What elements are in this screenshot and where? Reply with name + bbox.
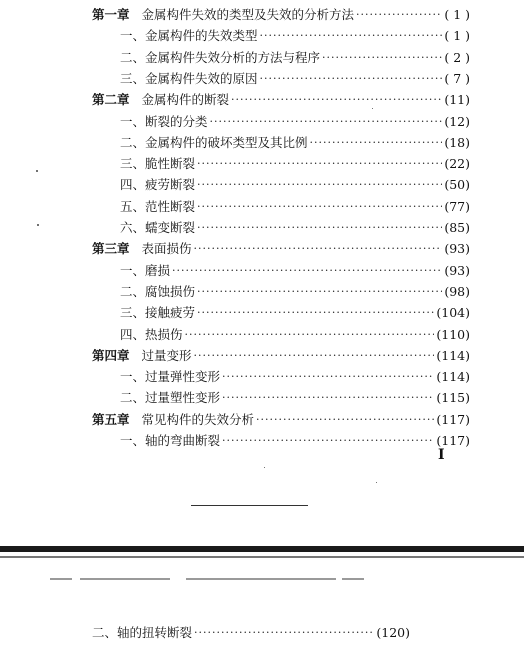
chapter-label: 第四章 xyxy=(92,347,130,363)
chapter-label: 第一章 xyxy=(92,7,130,22)
toc-section-entry xyxy=(120,27,470,45)
toc-section-entry xyxy=(120,219,470,237)
scan-speck xyxy=(36,170,38,172)
toc-section-entry xyxy=(120,432,470,450)
toc-entry-page: ( 1 ) xyxy=(444,28,470,44)
dot-leader xyxy=(172,262,442,280)
toc-entry-page: (104) xyxy=(436,305,470,321)
toc-section-entry xyxy=(120,262,470,280)
dot-leader xyxy=(260,27,443,45)
toc-section-entry xyxy=(120,368,470,386)
toc-entry-title: 四、疲劳断裂 xyxy=(120,177,196,193)
toc-section-entry xyxy=(120,198,470,216)
toc-entry-title: 三、接触疲劳 xyxy=(120,305,196,321)
dot-leader xyxy=(222,368,434,386)
page-numeral: I xyxy=(438,447,445,463)
dot-leader xyxy=(197,304,434,322)
bleed-through-mark xyxy=(342,578,364,580)
toc-entry-title: 三、脆性断裂 xyxy=(120,156,196,172)
toc-entry-page: (114) xyxy=(436,369,470,385)
dot-leader xyxy=(197,176,442,194)
dot-leader xyxy=(310,134,443,152)
chapter-label: 第五章 xyxy=(92,411,130,427)
toc-entry-title: 金属构件失效的类型及失效的分析方法 xyxy=(141,7,355,22)
toc-entry-page: (18) xyxy=(444,134,470,150)
bleed-through-mark xyxy=(80,578,170,580)
dot-leader xyxy=(222,432,434,450)
chapter-label: 第三章 xyxy=(92,241,130,257)
toc-entry-title: 一、金属构件的失效类型 xyxy=(120,28,258,44)
dot-leader xyxy=(194,240,443,258)
toc-entry-page: (77) xyxy=(444,198,470,214)
dot-leader xyxy=(197,155,442,173)
dot-leader xyxy=(194,347,435,365)
toc-chapter-heading xyxy=(92,6,470,24)
toc-section-entry xyxy=(120,134,470,152)
toc-entry-page: (117) xyxy=(436,411,470,427)
toc-entry-title: 二、金属构件的破坏类型及其比例 xyxy=(120,134,308,150)
toc-section-entry xyxy=(120,155,470,173)
toc-section-entry xyxy=(120,304,470,322)
scan-speck xyxy=(37,224,39,226)
toc-section-entry xyxy=(120,326,470,344)
toc-entry-title: 过量变形 xyxy=(141,347,192,363)
dot-leader xyxy=(322,49,442,67)
toc-section-entry xyxy=(120,49,470,67)
dot-leader xyxy=(185,326,435,344)
toc-entry-title: 二、腐蚀损伤 xyxy=(120,283,196,299)
toc-entry-page: (22) xyxy=(444,156,470,172)
toc-entry-title: 二、金属构件失效分析的方法与程序 xyxy=(120,49,321,65)
dot-leader xyxy=(222,389,434,407)
toc-entry-title: 三、金属构件失效的原因 xyxy=(120,70,258,86)
toc-section-entry xyxy=(120,389,470,407)
toc-chapter-heading xyxy=(92,91,470,109)
toc-entry-page: (98) xyxy=(444,283,470,299)
dot-leader xyxy=(197,283,442,301)
dot-leader xyxy=(197,198,442,216)
toc-entry-page: (12) xyxy=(444,113,470,129)
toc-entry-title: 一、过量弹性变形 xyxy=(120,369,221,385)
bleed-through-mark xyxy=(50,578,72,580)
toc-entry-title: 一、磨损 xyxy=(120,262,171,278)
toc-chapter-heading xyxy=(92,347,470,365)
dot-leader xyxy=(194,624,374,642)
toc-entry-title: 二、过量塑性变形 xyxy=(120,390,221,406)
scan-speck xyxy=(264,467,265,468)
dot-leader xyxy=(356,6,442,24)
toc-section-entry xyxy=(120,176,470,194)
toc-entry-next-page xyxy=(92,624,410,642)
toc-entry-page: (50) xyxy=(444,177,470,193)
toc-entry-title: 一、断裂的分类 xyxy=(120,113,208,129)
toc-entry-page: (93) xyxy=(444,262,470,278)
toc-entry-title: 一、轴的弯曲断裂 xyxy=(120,433,221,448)
toc-entry-title: 六、蠕变断裂 xyxy=(120,220,196,235)
toc-entry-page: (93) xyxy=(444,241,470,257)
scan-speck xyxy=(376,482,377,483)
scan-speck xyxy=(372,108,373,109)
toc-chapter-heading xyxy=(92,411,470,429)
page-break-line xyxy=(0,556,524,558)
toc-section-entry xyxy=(120,283,470,301)
toc-entry-title: 常见构件的失效分析 xyxy=(141,411,255,427)
toc-entry-title: 表面损伤 xyxy=(141,241,192,257)
toc-entry-page: (120) xyxy=(376,625,410,640)
dot-leader xyxy=(231,91,442,109)
dot-leader xyxy=(260,70,443,88)
dot-leader xyxy=(210,113,443,131)
toc-entry-title: 四、热损伤 xyxy=(120,326,183,342)
chapter-label: 第二章 xyxy=(92,92,130,108)
toc-entry-page: ( 1 ) xyxy=(444,7,470,22)
toc-entry-title: 金属构件的断裂 xyxy=(141,92,230,108)
dot-leader xyxy=(256,411,434,429)
toc-entry-page: (85) xyxy=(444,220,470,235)
toc-entry-page: (11) xyxy=(444,92,470,108)
divider-rule xyxy=(191,505,308,506)
dot-leader xyxy=(197,219,442,237)
toc-entry-page: (117) xyxy=(436,433,470,448)
bleed-through-mark xyxy=(186,578,336,580)
page-break-band xyxy=(0,546,524,552)
toc-entry-page: (110) xyxy=(436,326,470,342)
toc-entry-page: (114) xyxy=(436,347,470,363)
toc-chapter-heading xyxy=(92,240,470,258)
toc-entry-page: ( 2 ) xyxy=(444,49,470,65)
toc-entry-page: ( 7 ) xyxy=(444,70,470,86)
toc-section-entry xyxy=(120,113,470,131)
toc-entry-title: 二、轴的扭转断裂 xyxy=(92,625,193,640)
toc-entry-title: 五、范性断裂 xyxy=(120,198,196,214)
toc-entry-page: (115) xyxy=(436,390,470,406)
toc-section-entry xyxy=(120,70,470,88)
